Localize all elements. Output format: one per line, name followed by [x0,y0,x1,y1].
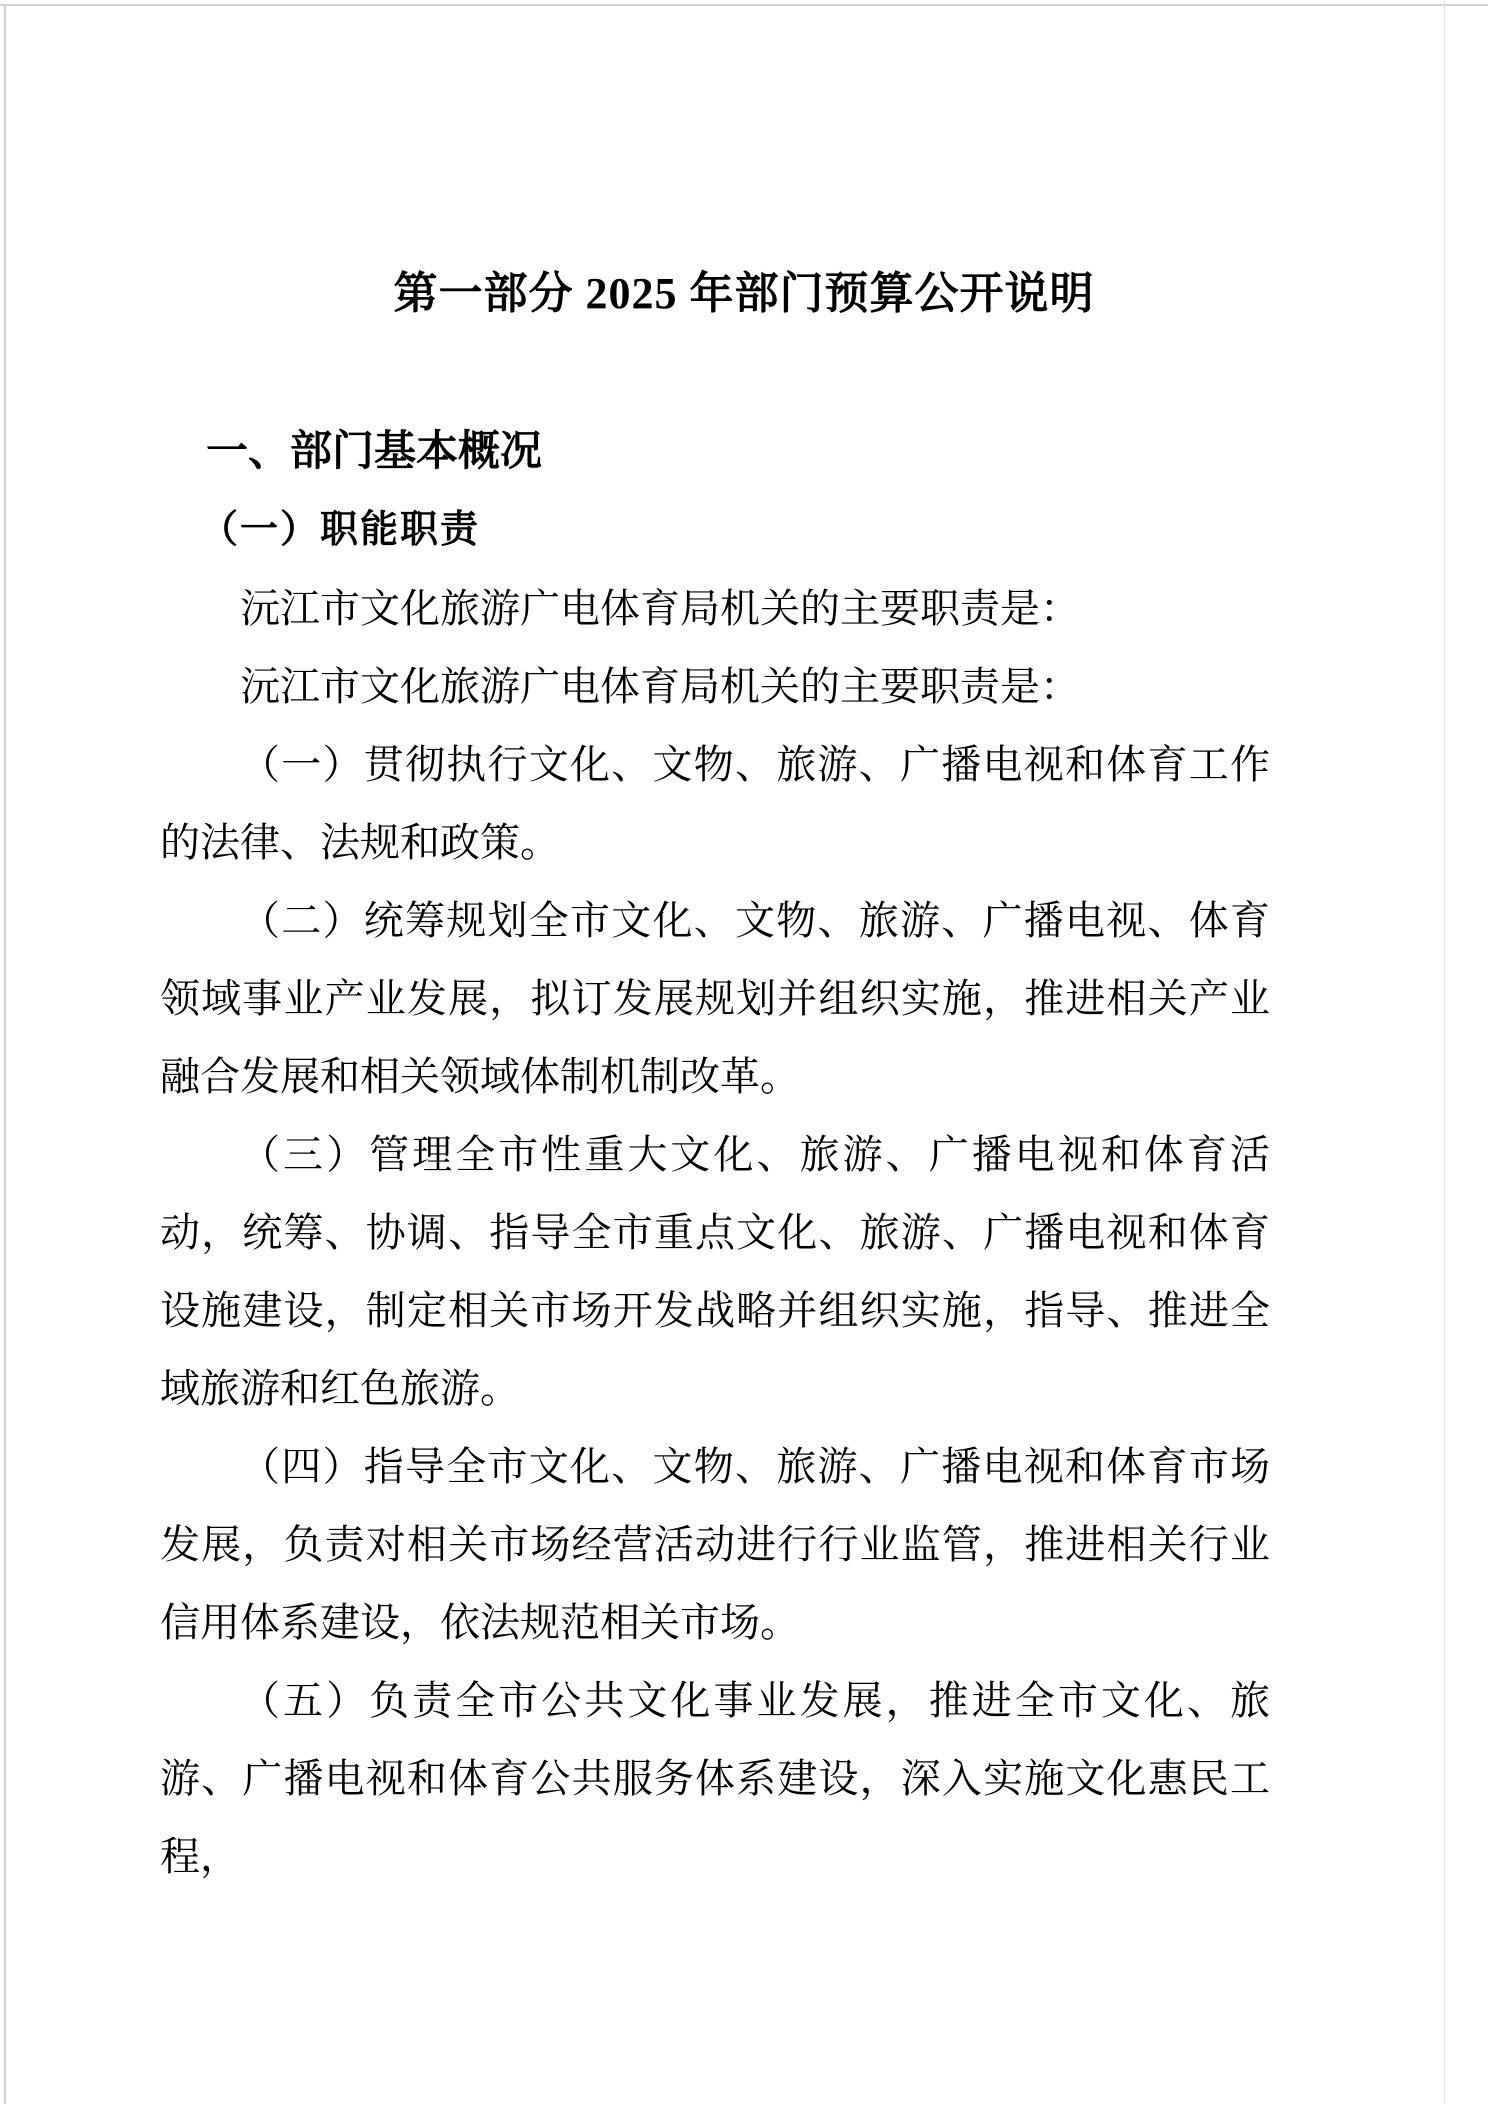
page-top-edge [0,4,1488,6]
document-body [160,570,1270,1896]
body-paragraph: （二）统筹规划全市文化、文物、旅游、广播电视、体育领域事业产业发展，拟订发展规划并组织实施，推进相关产业融合发展和相关领域体制机制改革。 [160,898,1270,1099]
subsection-heading: （一）职能职责 [200,509,481,551]
body-paragraph: 沅江市文化旅游广电体育局机关的主要职责是： [240,586,1080,631]
body-paragraph: （四）指导全市文化、文物、旅游、广播电视和体育市场发展，负责对相关市场经营活动进行行业监管，推进相关行业信用体系建设，依法规范相关市场。 [160,1444,1270,1645]
body-paragraph: 沅江市文化旅游广电体育局机关的主要职责是： [240,664,1080,709]
body-paragraph: （五）负责全市公共文化事业发展，推进全市文化、旅游、广播电视和体育公共服务体系建设，深入实施文化惠民工程， [160,1678,1270,1879]
section-heading: 一、部门基本概况 [206,427,543,474]
body-paragraph: （三）管理全市性重大文化、旅游、广播电视和体育活动，统筹、协调、指导全市重点文化、旅游、广播电视和体育设施建设，制定相关市场开发战略并组织实施，指导、推进全域旅游和红色旅游。 [160,1132,1270,1411]
body-paragraph: （一）贯彻执行文化、文物、旅游、广播电视和体育工作的法律、法规和政策。 [160,742,1270,865]
document-title: 第一部分 2025 年部门预算公开说明 [393,269,1095,318]
